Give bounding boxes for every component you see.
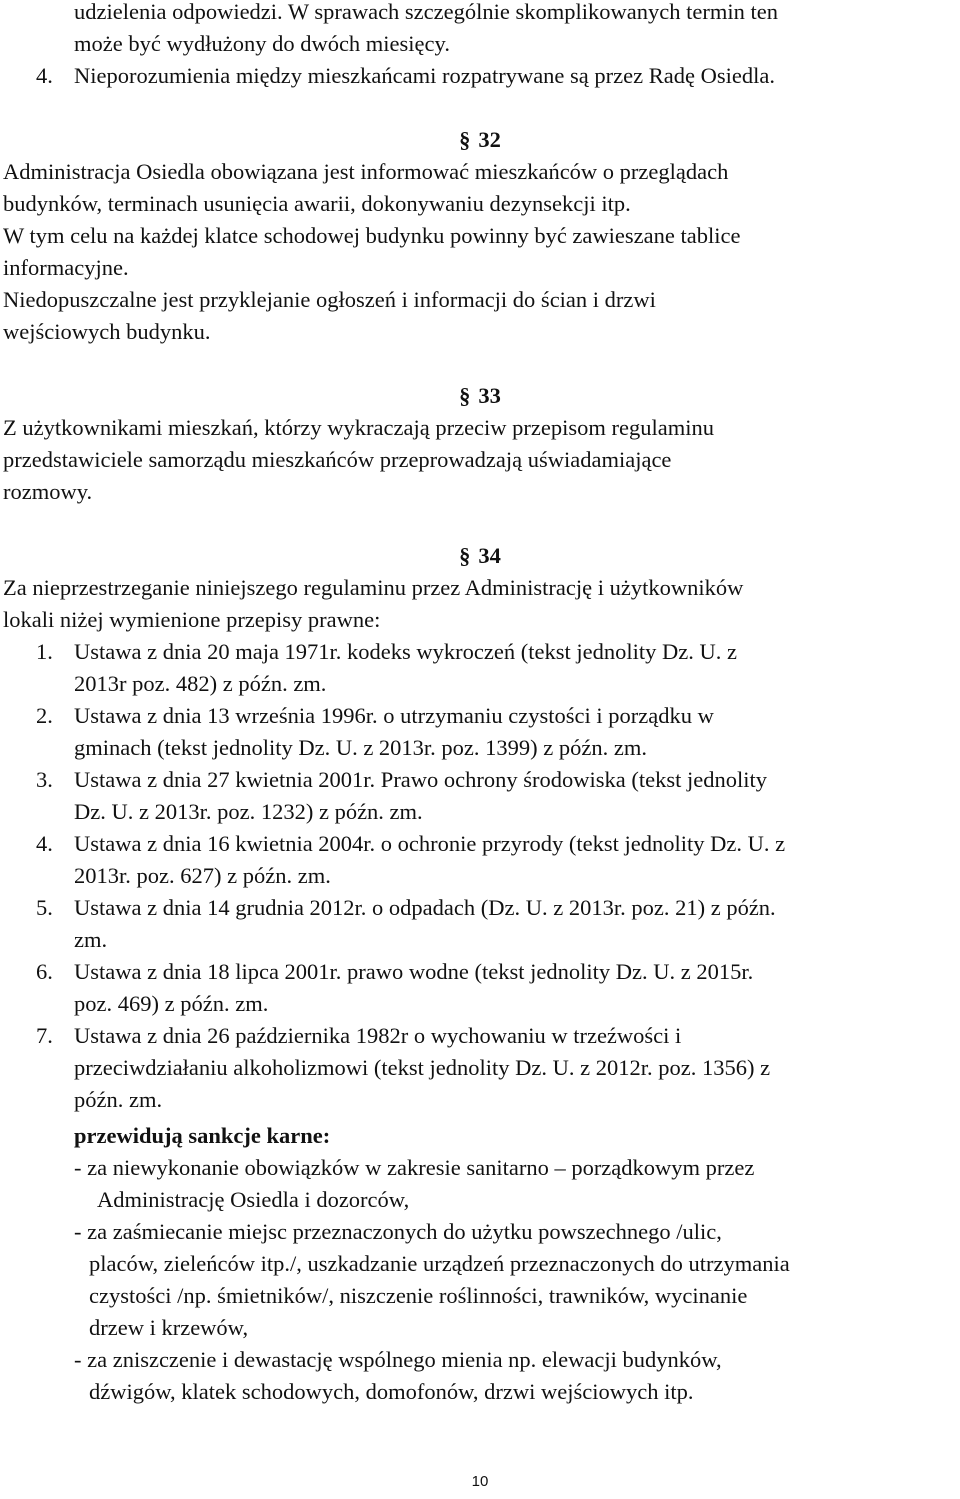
sanction-line: drzew i krzewów, [89, 1315, 249, 1340]
list-item-text: przeciwdziałaniu alkoholizmowi (tekst jednolity Dz. U. z 2012r. poz. 1356) z [74, 1055, 771, 1080]
sanction-line: dźwigów, klatek schodowych, domofonów, drzwi wejściowych itp. [89, 1379, 694, 1404]
section-number: 33 [478, 383, 501, 408]
list-number: 6. [36, 959, 53, 984]
sanction-line: - za niewykonanie obowiązków w zakresie sanitarno – porządkowym przez [74, 1155, 755, 1180]
list-item-text: Ustawa z dnia 27 kwietnia 2001r. Prawo ochrony środowiska (tekst jednolity [74, 767, 767, 792]
paragraph-line: W tym celu na każdej klatce schodowej budynku powinny być zawieszane tablice [3, 223, 741, 248]
paragraph-line: informacyjne. [3, 255, 129, 280]
list-item-text: poz. 469) z późn. zm. [74, 991, 269, 1016]
list-number: 4. [36, 831, 53, 856]
intro-line: udzielenia odpowiedzi. W sprawach szczególnie skomplikowanych termin ten [74, 0, 778, 24]
list-item-text: Ustawa z dnia 18 lipca 2001r. prawo wodne (tekst jednolity Dz. U. z 2015r. [74, 959, 754, 984]
sanction-line: - za zaśmiecanie miejsc przeznaczonych do użytku powszechnego /ulic, [74, 1219, 722, 1244]
section-number: 34 [478, 543, 501, 568]
list-item-text: zm. [74, 927, 108, 952]
list-item-text: gminach (tekst jednolity Dz. U. z 2013r. poz. 1399) z późn. zm. [74, 735, 647, 760]
list-number: 2. [36, 703, 53, 728]
intro-line: może być wydłużony do dwóch miesięcy. [74, 31, 450, 56]
sanction-line: Administrację Osiedla i dozorców, [97, 1187, 410, 1212]
list-number: 7. [36, 1023, 53, 1048]
list-item-text: Nieporozumienia między mieszkańcami rozpatrywane są przez Radę Osiedla. [74, 63, 775, 88]
list-number: 5. [36, 895, 53, 920]
list-number: 3. [36, 767, 53, 792]
paragraph-line: wejściowych budynku. [3, 319, 211, 344]
list-item-text: Dz. U. z 2013r. poz. 1232) z późn. zm. [74, 799, 423, 824]
paragraph-line: Administracja Osiedla obowiązana jest informować mieszkańców o przeglądach [3, 159, 729, 184]
section-heading-32 [0, 124, 960, 156]
sanction-line: placów, zieleńców itp./, uszkadzanie urządzeń przeznaczonych do utrzymania [89, 1251, 790, 1276]
list-item-text: Ustawa z dnia 20 maja 1971r. kodeks wykroczeń (tekst jednolity Dz. U. z [74, 639, 737, 664]
paragraph-line: Z użytkownikami mieszkań, którzy wykraczają przeciw przepisom regulaminu [3, 415, 714, 440]
paragraph-line: budynków, terminach usunięcia awarii, dokonywaniu dezynsekcji itp. [3, 191, 631, 216]
list-item-text: późn. zm. [74, 1087, 163, 1112]
paragraph-line: lokali niżej wymienione przepisy prawne: [3, 607, 381, 632]
section-heading-33 [0, 380, 960, 412]
page-number: 10 [471, 1473, 489, 1490]
list-item-text: Ustawa z dnia 13 września 1996r. o utrzymaniu czystości i porządku w [74, 703, 714, 728]
list-item-text: Ustawa z dnia 16 kwietnia 2004r. o ochronie przyrody (tekst jednolity Dz. U. z [74, 831, 786, 856]
paragraph-line: rozmowy. [3, 479, 93, 504]
section-symbol: § [459, 543, 471, 568]
list-item-text: Ustawa z dnia 14 grudnia 2012r. o odpadach (Dz. U. z 2013r. poz. 21) z późn. [74, 895, 776, 920]
paragraph-line: przedstawiciele samorządu mieszkańców przeprowadzają uświadamiające [3, 447, 672, 472]
section-symbol: § [459, 383, 471, 408]
list-number: 1. [36, 639, 53, 664]
section-heading-34 [0, 540, 960, 572]
list-item-text: 2013r poz. 482) z późn. zm. [74, 671, 327, 696]
section-number: 32 [478, 127, 501, 152]
sanction-line: - za zniszczenie i dewastację wspólnego mienia np. elewacji budynków, [74, 1347, 722, 1372]
list-item-text: Ustawa z dnia 26 października 1982r o wychowaniu w trzeźwości i [74, 1023, 682, 1048]
sanction-line: czystości /np. śmietników/, niszczenie roślinności, trawników, wycinanie [89, 1283, 748, 1308]
list-item-text: 2013r. poz. 627) z późn. zm. [74, 863, 331, 888]
sanctions-heading: przewidują sankcje karne: [74, 1123, 331, 1148]
section-symbol: § [459, 127, 471, 152]
paragraph-line: Niedopuszczalne jest przyklejanie ogłoszeń i informacji do ścian i drzwi [3, 287, 656, 312]
list-number: 4. [36, 63, 53, 88]
paragraph-line: Za nieprzestrzeganie niniejszego regulaminu przez Administrację i użytkowników [3, 575, 744, 600]
